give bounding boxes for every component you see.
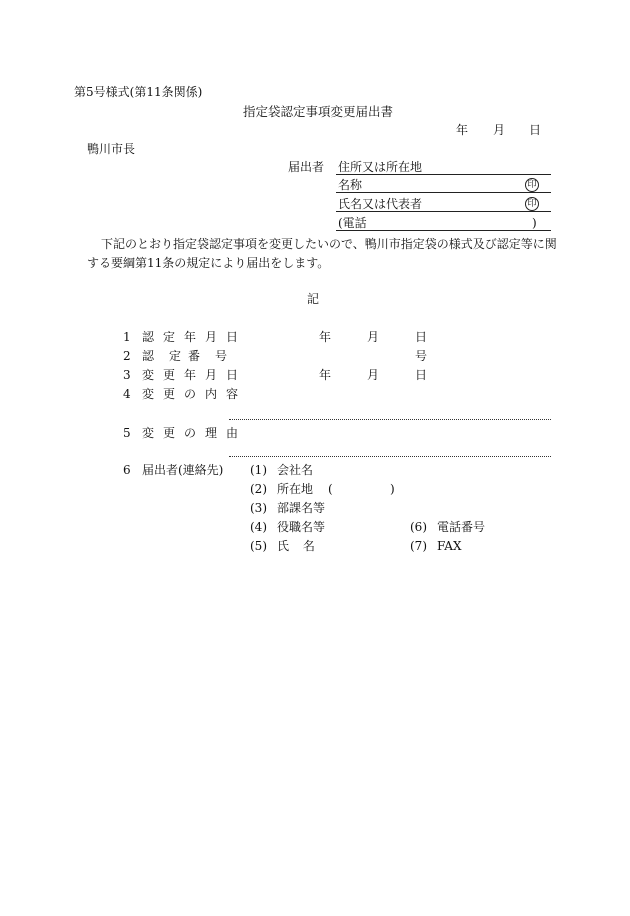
ki-heading: 記 [307,292,320,306]
company-name-label: 会社名 [277,463,314,477]
location-label: 所在地 [277,482,314,496]
item-label: 変更の内容 [142,387,248,401]
seal-mark-name: 印 [525,178,539,192]
fax-label: FAX [437,539,462,553]
address-underline [336,174,551,175]
item-number: 2 [123,349,131,363]
document-title: 指定袋認定事項変更届出書 [243,104,394,119]
sub-number: (7) [410,539,427,553]
item-label-char-3: 番 [188,349,201,363]
sub-number: (3) [250,501,267,515]
applicant-name-label: 名称 [338,178,363,192]
item-year-label: 年 [319,330,332,344]
sub-number: (2) [250,482,267,496]
body-text-line-2: する要綱第11条の規定により届出をします。 [87,256,330,270]
sub-number: (4) [250,520,267,534]
item-month-label: 月 [367,330,380,344]
item-label: 変更年月日 [142,368,248,382]
representative-underline [336,211,551,212]
item-label-char-1: 認 [142,349,155,363]
phone-underline [336,230,551,231]
location-paren-open: ( [328,482,333,496]
change-content-dotted-line [229,419,551,420]
date-month-label: 月 [493,123,506,137]
sub-number: (5) [250,539,267,553]
item-day-label: 日 [415,368,428,382]
item-label-char-2: 定 [169,349,182,363]
applicant-phone-close: ) [532,216,537,230]
sub-number: (6) [410,520,427,534]
applicant-representative-label: 氏名又は代表者 [338,197,423,211]
department-label: 部課名等 [277,501,326,515]
applicant-phone-open: (電話 [338,216,367,230]
person-name-label: 氏 名 [277,539,320,553]
applicant-address-label: 住所又は所在地 [338,160,423,174]
date-day-label: 日 [529,123,542,137]
sub-number: (1) [250,463,267,477]
form-number: 第5号様式(第11条関係) [74,85,203,99]
location-paren-close: ) [390,482,395,496]
item-number: 1 [123,330,131,344]
change-reason-dotted-line [229,456,551,457]
item-number: 4 [123,387,131,401]
item-number: 5 [123,426,131,440]
job-title-label: 役職名等 [277,520,326,534]
name-underline [336,192,551,193]
applicant-label: 届出者 [288,160,325,174]
item-label: 認定年月日 [142,330,248,344]
seal-mark-representative: 印 [525,197,539,211]
date-year-label: 年 [456,123,469,137]
item-label: 変更の理由 [142,426,248,440]
item-year-label: 年 [319,368,332,382]
phone-number-label: 電話番号 [437,520,486,534]
item-number-suffix: 号 [415,349,428,363]
item-day-label: 日 [415,330,428,344]
item-label-char-4: 号 [215,349,228,363]
item-month-label: 月 [367,368,380,382]
item-number: 3 [123,368,131,382]
item-label: 届出者(連絡先) [142,463,224,477]
body-text-line-1: 下記のとおり指定袋認定事項を変更したいので、鴨川市指定袋の様式及び認定等に関 [101,237,557,251]
addressee: 鴨川市長 [87,142,136,156]
item-number: 6 [123,463,131,477]
